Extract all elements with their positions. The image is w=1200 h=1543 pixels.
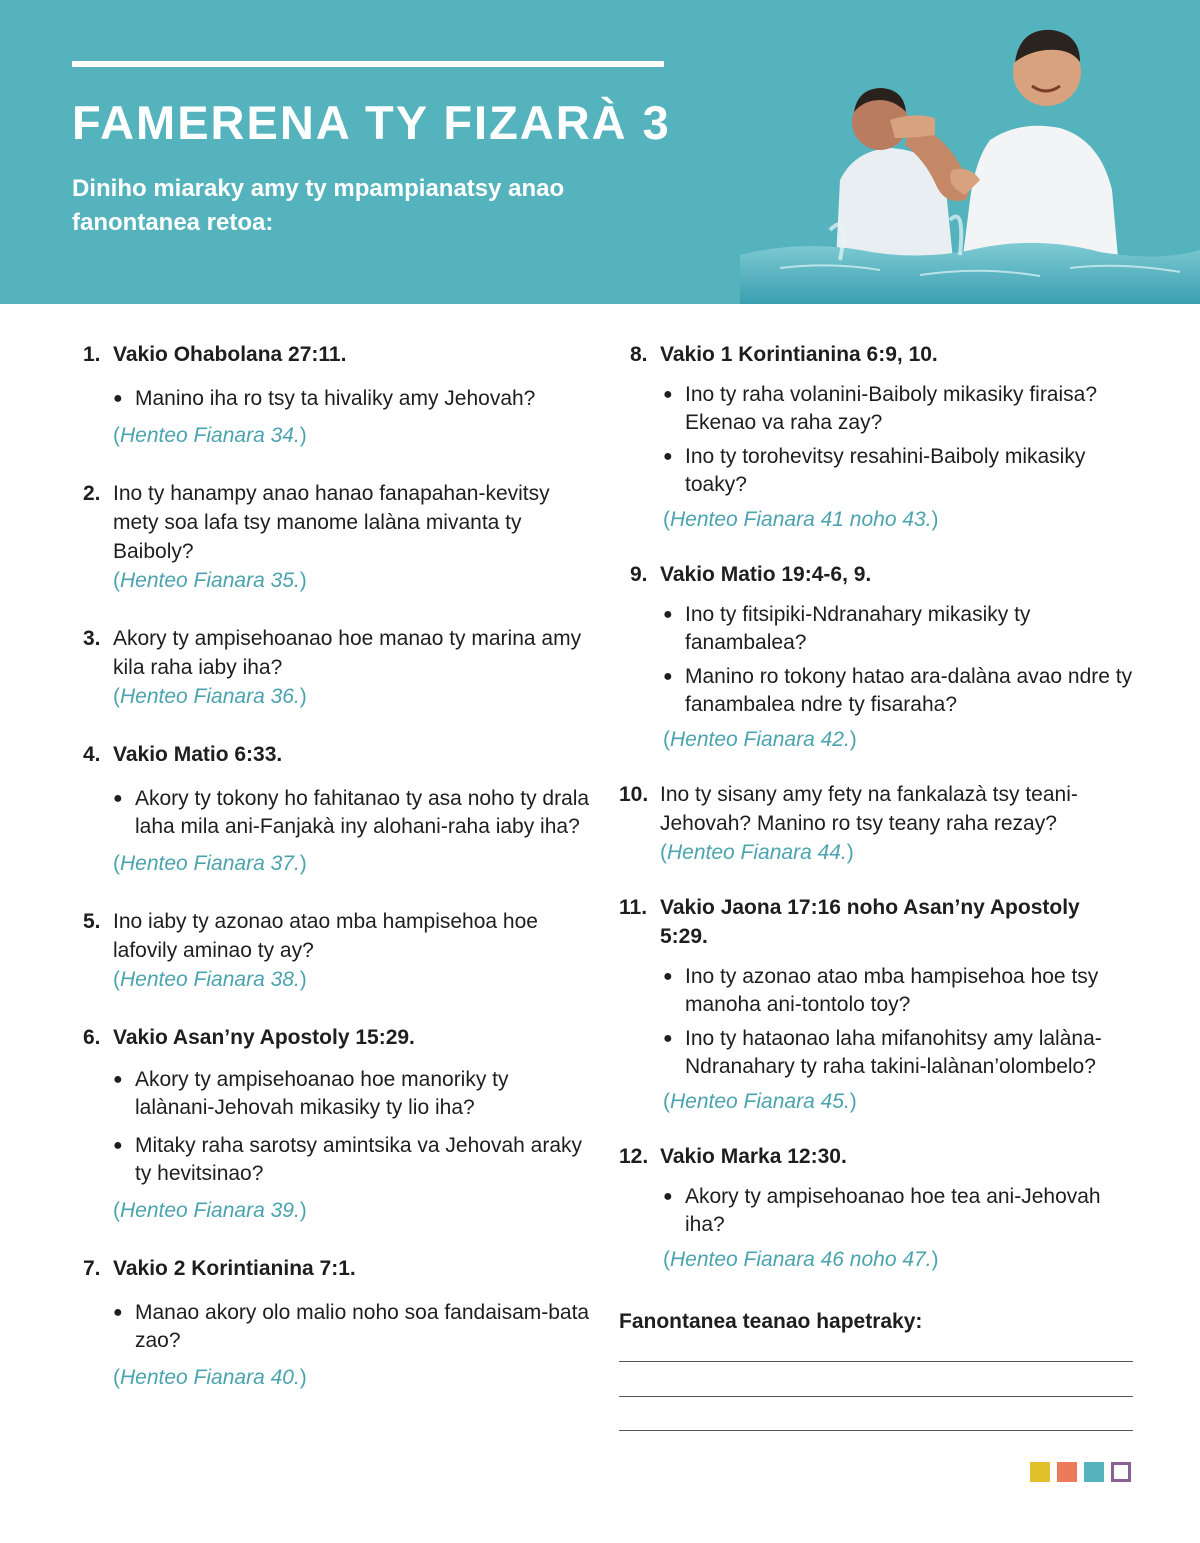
question-12 [619,1142,1129,1274]
orange-square-icon [1057,1462,1077,1482]
lesson-reference: (Henteo Fianara 39.) [113,1199,307,1222]
lesson-reference: (Henteo Fianara 38.) [113,968,307,991]
bullet-dot-icon: ● [113,790,123,807]
question-bullet: ● Akory ty tokony ho fahitanao ty asa noho ty drala laha mila ani-Fanjakà iny alohani-raha iaby iha? [113,785,593,841]
question-title: Vakio 1 Korintianina 6:9, 10. [660,343,938,366]
bullet-dot-icon: ● [663,448,673,465]
question-bullet: ● Ino ty fitsipiki-Ndranahary mikasiky ty fanambalea? [663,601,1140,657]
baptism-illustration [740,0,1200,304]
question-bullet: ● Ino ty raha volanini-Baiboly mikasiky firaisa? Ekenao va raha zay? [663,381,1140,437]
lesson-reference: (Henteo Fianara 35.) [113,569,307,592]
question-title: Vakio Asan’ny Apostoly 15:29. [113,1026,415,1049]
question-text: Ino iaby ty azonao atao mba hampisehoa hoe lafovily aminao ty ay? [113,910,538,962]
question-number: 12. [619,1145,649,1168]
question-3 [83,624,593,711]
page-subtitle: Diniho miaraky amy ty mpampianatsy anao fanontanea retoa: [72,175,565,236]
question-number: 1. [83,343,101,366]
question-title: Vakio Matio 6:33. [113,743,283,766]
question-number: 7. [83,1257,101,1280]
teal-square-icon [1084,1462,1104,1482]
question-bullet: ● Ino ty azonao atao mba hampisehoa hoe tsy manoha ani-tontolo toy? [663,963,1129,1019]
lesson-reference: (Henteo Fianara 36.) [113,685,307,708]
question-number: 5. [83,910,101,933]
question-number: 8. [630,343,648,366]
question-1 [83,340,593,450]
question-text: Akory ty ampisehoanao hoe manao ty marina amy kila raha iaby iha? [113,627,582,679]
question-4 [83,740,593,878]
question-number: 2. [83,482,101,505]
answer-line[interactable] [619,1396,1133,1397]
page-title: FAMERENA TY FIZARÀ 3 [72,96,671,149]
question-6 [83,1023,593,1225]
question-bullet: ● Ino ty hataonao laha mifanohitsy amy lalàna-Ndranahary ty raha takini-lalànan’olombelo? [663,1025,1129,1081]
question-text: Ino ty sisany amy fety na fankalazà tsy teani-Jehovah? Manino ro tsy teany raha rezay? [660,783,1078,835]
yellow-square-icon [1030,1462,1050,1482]
question-bullet: ● Ino ty torohevitsy resahini-Baiboly mikasiky toaky? [663,443,1140,499]
lesson-reference: (Henteo Fianara 45.) [663,1090,857,1113]
bullet-dot-icon: ● [113,390,123,407]
header-rule [72,61,664,67]
lesson-reference: (Henteo Fianara 42.) [663,728,857,751]
lesson-reference: (Henteo Fianara 44.) [660,841,854,864]
question-number: 3. [83,627,101,650]
question-title: Vakio Marka 12:30. [660,1145,847,1168]
question-bullet: ● Akory ty ampisehoanao hoe tea ani-Jehovah iha? [663,1183,1129,1239]
question-bullet: ● Manino iha ro tsy ta hivaliky amy Jehovah? [113,385,593,413]
bullet-dot-icon: ● [663,606,673,623]
question-number: 11. [619,896,648,919]
bullet-dot-icon: ● [663,1030,673,1047]
question-text: Ino ty hanampy anao hanao fanapahan-kevitsy mety soa lafa tsy manome lalàna mivanta ty Baiboly? [113,482,550,563]
bullet-dot-icon: ● [113,1137,123,1154]
question-bullet: ● Akory ty ampisehoanao hoe manoriky ty lalànani-Jehovah mikasiky ty lio iha? [113,1066,593,1122]
lesson-reference: (Henteo Fianara 41 noho 43.) [663,508,939,531]
header-banner [0,0,1200,304]
bullet-dot-icon: ● [663,668,673,685]
bullet-dot-icon: ● [663,1188,673,1205]
purple-outline-square-icon [1111,1462,1131,1482]
lesson-reference: (Henteo Fianara 46 noho 47.) [663,1248,939,1271]
answer-line[interactable] [619,1361,1133,1362]
bullet-dot-icon: ● [663,386,673,403]
question-8 [630,340,1140,534]
bullet-dot-icon: ● [663,968,673,985]
bullet-dot-icon: ● [113,1304,123,1321]
lesson-reference: (Henteo Fianara 37.) [113,852,307,875]
decorative-squares [1030,1462,1131,1482]
question-title: Vakio Jaona 17:16 noho Asan’ny Apostoly 5:29. [660,896,1080,948]
own-questions-label: Fanontanea teanao hapetraky: [619,1310,923,1333]
question-number: 10. [619,783,649,806]
question-title: Vakio Matio 19:4-6, 9. [660,563,872,586]
question-number: 6. [83,1026,101,1049]
question-10 [619,780,1129,867]
question-bullet: ● Mitaky raha sarotsy amintsika va Jehovah araky ty hevitsinao? [113,1132,593,1188]
question-number: 4. [83,743,101,766]
question-7 [83,1254,593,1392]
lesson-reference: (Henteo Fianara 40.) [113,1366,307,1389]
question-2 [83,479,593,595]
question-title: Vakio 2 Korintianina 7:1. [113,1257,356,1280]
bullet-dot-icon: ● [113,1071,123,1088]
question-5 [83,907,593,994]
question-number: 9. [630,563,648,586]
question-11 [619,893,1129,1116]
question-9 [630,560,1140,754]
question-bullet: ● Manao akory olo malio noho soa fandaisam-bata zao? [113,1299,593,1355]
question-title: Vakio Ohabolana 27:11. [113,343,347,366]
lesson-reference: (Henteo Fianara 34.) [113,424,307,447]
question-bullet: ● Manino ro tokony hatao ara-dalàna avao ndre ty fanambalea ndre ty fisaraha? [663,663,1140,719]
answer-line[interactable] [619,1430,1133,1431]
